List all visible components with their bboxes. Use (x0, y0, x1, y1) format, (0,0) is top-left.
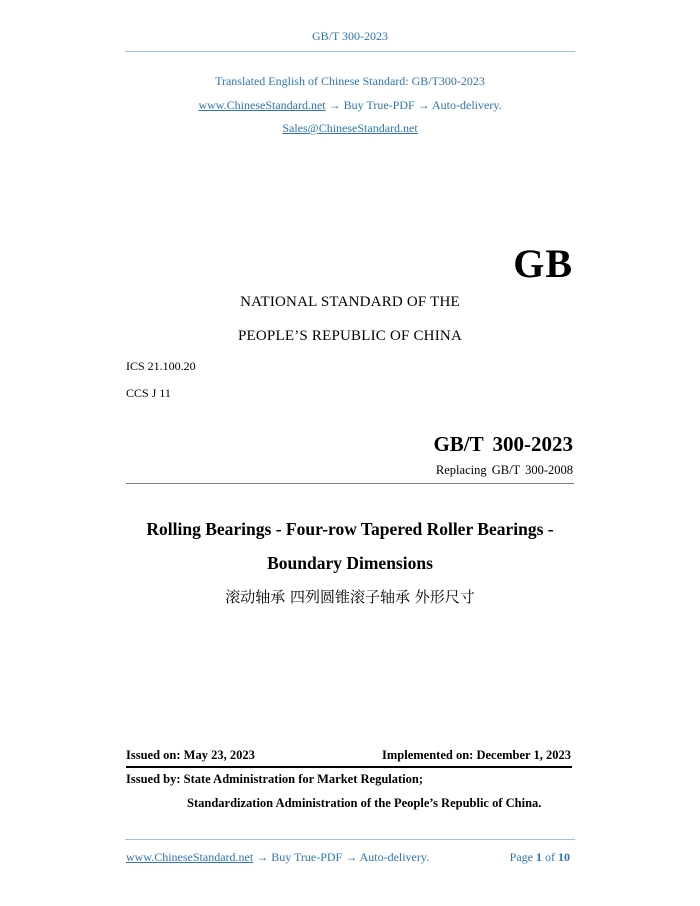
email-link[interactable]: Sales@ChineseStandard.net (282, 121, 418, 135)
header-title: GB/T 300-2023 (311, 29, 389, 43)
title-english-line2: Boundary Dimensions (267, 553, 433, 573)
page-number: 1 (536, 850, 542, 864)
issued-by: Issued by: State Administration for Market Regulation; (126, 772, 423, 786)
buy-text: → Buy True-PDF → Auto-delivery. (325, 98, 502, 112)
standard-divider (126, 483, 574, 484)
footer-purchase-line (126, 850, 429, 865)
issued-by-second-line: Standardization Administration of the People’s Republic of China. (187, 796, 542, 810)
issued-on-date: Issued on: May 23, 2023 (126, 748, 255, 762)
footer-site-link[interactable]: www.ChineseStandard.net (126, 850, 254, 864)
translation-notice: Translated English of Chinese Standard: GB/T300-2023 (215, 74, 485, 88)
ics-code: ICS 21.100.20 (126, 359, 196, 373)
implemented-on-date: Implemented on: December 1, 2023 (382, 748, 571, 762)
footer-buy-text: → Buy True-PDF → Auto-delivery. (253, 850, 430, 864)
page-indicator (510, 850, 570, 865)
national-standard-line1: NATIONAL STANDARD OF THE (240, 294, 460, 310)
header-divider (125, 51, 575, 52)
gb-logo: GB (513, 241, 573, 286)
page-label: Page (509, 850, 533, 864)
issue-divider (126, 766, 572, 768)
email-line (0, 121, 700, 136)
purchase-line (0, 98, 700, 113)
footer-divider (125, 839, 575, 840)
standard-number: GB/T 300-2023 (433, 432, 573, 456)
replacing-note: Replacing GB/T 300-2008 (435, 463, 573, 477)
ccs-code: CCS J 11 (126, 386, 171, 400)
title-english-line1: Rolling Bearings - Four-row Tapered Roller Bearings - (146, 519, 554, 539)
of-label: of (545, 850, 555, 864)
title-chinese: 滚动轴承 四列圆锥滚子轴承 外形尺寸 (225, 588, 475, 606)
site-link[interactable]: www.ChineseStandard.net (198, 98, 326, 112)
national-standard-line2: PEOPLE’S REPUBLIC OF CHINA (238, 328, 462, 344)
page-total: 10 (558, 850, 570, 864)
